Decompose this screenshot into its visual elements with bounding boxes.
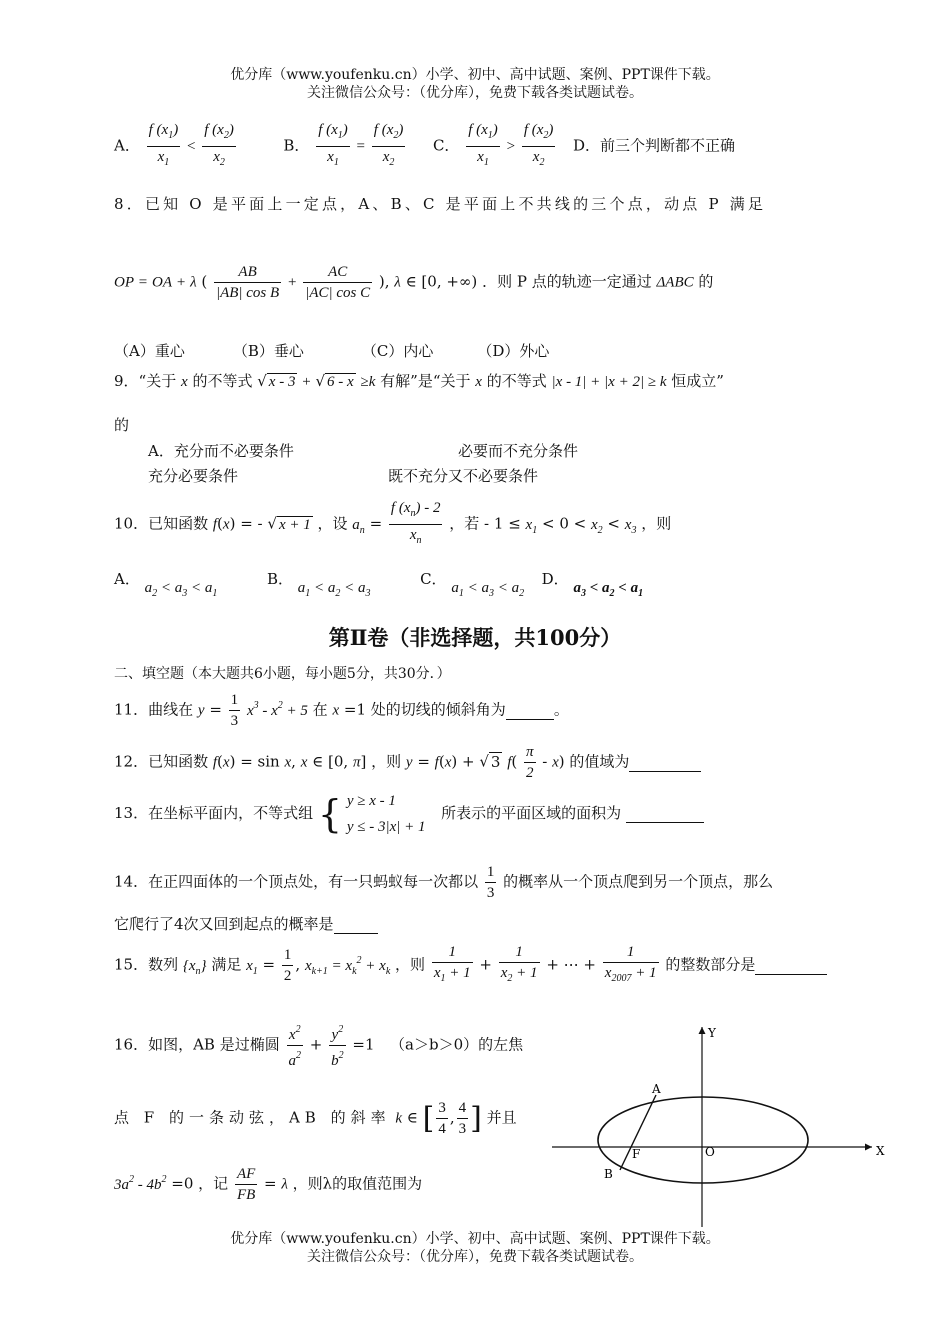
page-header-line1: 优分库（www.youfenku.cn）小学、初中、高中试题、案例、PPT课件下载。 bbox=[230, 67, 720, 83]
q12: 12．已知函数 f(x) = sin x, x ∈ [0, π] ，则 y = f(x) + √ 3 f( $\frac{\pi}{2}$ - x) 的值域为 bbox=[114, 742, 701, 783]
label-b: B bbox=[604, 1167, 613, 1181]
q10-stem: 10．已知函数 f(x) = - √ x + 1 ，设 $a_n$ = $\frac{f (x_n) - 2}{x_n}$ ，若 - $1 \le x_1 < 0 < x_2 < x_3$ ，则 bbox=[114, 500, 672, 546]
label-y: Y bbox=[708, 1026, 716, 1040]
label-x: X bbox=[876, 1144, 885, 1158]
q13: 13．在坐标平面内，不等式组 { y ≥ x - 1 y ≤ - 3|x| + 1 所表示的平面区域的面积为 bbox=[114, 788, 704, 840]
q16-line1: 16．如图，AB 是过椭圆 $\frac{x^2}{a^2}$ + $\frac{y^2}{b^2}$ =1 （a＞b＞0）的左焦 bbox=[114, 1020, 523, 1071]
ellipse bbox=[598, 1097, 808, 1183]
fill-in-intro: 二、填空题（本大题共6小题，每小题5分，共30分．） bbox=[114, 666, 451, 682]
label-a: A bbox=[652, 1082, 661, 1096]
q8-formula: OP = OA + λ ( $\frac{AB}{\text{|AB| cos B}}$ + $\frac{AC}{\text{|AC| cos C}}$ ), λ ∈ [0, +∞) ．则 P 点的轨迹一定通过 ΔABC 的 bbox=[114, 264, 714, 301]
q10-options: A． $a_2 < a_3 < a_1$ B． $a_1 < a_2 < a_3$ C． $a_1 < a_3 < a_2$ D． $a_3 < a_2 < a_1$ bbox=[114, 570, 644, 599]
section-title: 第Ⅱ卷（非选择题，共100分） bbox=[328, 625, 622, 650]
q11: 11．曲线在 y = $\frac{1}{3}$ $x^3 - x^2 + 5$ 在 x =1 处的切线的倾斜角为 。 bbox=[114, 692, 569, 729]
q9-option-a: A．充分而不必要条件 bbox=[148, 442, 294, 460]
q15: 15．数列 $\{x_n\}$ 满足 $x_1$ = $\frac{1}{2}$ , $x_{k+1} = x_k^2 + x_k$ ，则 $\frac{1}{x_1 + 1}$ + $\frac{1}{x_2 + 1}$ + ⋯ + $\frac{1}{x_{2007} + 1}$ 的整数部分是 bbox=[114, 942, 827, 989]
page-header-line2: 关注微信公众号：（优分库），免费下载各类试题试卷。 bbox=[307, 85, 643, 101]
page-footer-line1: 优分库（www.youfenku.cn）小学、初中、高中试题、案例、PPT课件下载。 bbox=[230, 1231, 720, 1247]
q9-stem: 9．“关于 x 的不等式 √ x - 3 + √ 6 - x ≥k 有解”是“关于 x 的不等式 |x - 1| + |x + 2| ≥ k 恒成立” bbox=[114, 372, 724, 390]
q14-line1: 14．在正四面体的一个顶点处，有一只蚂蚁每一次都以 $\frac{1}{3}$ 的概率从一个顶点爬到另一个顶点，那么 bbox=[114, 864, 774, 901]
ellipse-figure bbox=[540, 1015, 900, 1235]
q9-option-b: 必要而不充分条件 bbox=[458, 442, 579, 460]
label-o: O bbox=[705, 1145, 715, 1159]
q8-stem: 8．已知 O 是平面上一定点，A、B、C 是平面上不共线的三个点，动点 P 满足 bbox=[114, 195, 767, 213]
label-f: F bbox=[632, 1147, 641, 1161]
q9-de: 的 bbox=[114, 416, 130, 434]
q8-options: （A）重心 （B）垂心 （C）内心 （D）外心 bbox=[114, 342, 550, 360]
q9-option-c: 充分必要条件 bbox=[148, 467, 239, 485]
page-footer-line2: 关注微信公众号：（优分库），免费下载各类试题试卷。 bbox=[307, 1249, 643, 1265]
q9-option-d: 既不充分又不必要条件 bbox=[388, 467, 539, 485]
q14-line2: 它爬行了4次又回到起点的概率是 bbox=[114, 913, 378, 934]
q16-line2: 点 F 的一条动弦，AB 的斜率 k ∈ [ $\frac{3}{4}$ , $\frac{4}{3}$ ] 并且 bbox=[114, 1100, 517, 1137]
q16-line3: $3a^2 - 4b^2 =0$ ，记 $\frac{AF}{FB}$ = λ ，则λ的取值范围为 bbox=[114, 1166, 423, 1203]
q7-options: A． $\frac{f (x_1)}{x_1}$ < $\frac{f (x_2)}{x_2}$ B． $\frac{f (x_1)}{x_1}$ = $\frac{f (x_2)}{x_2}$ C． $\frac{f (x_1)}{x_1}$ > $\frac{f (x_2)}{x_2}$ D．前三个判断都不正确 bbox=[114, 122, 735, 168]
